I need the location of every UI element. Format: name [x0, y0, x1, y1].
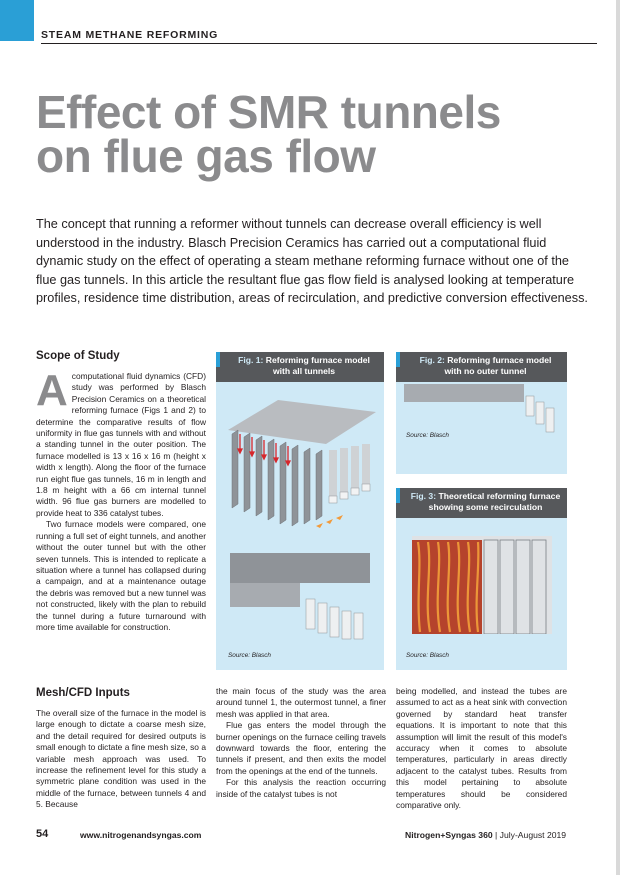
column-3-paragraph-1: being modelled, and instead the tubes are assumed to act as a heat sink with convection governed by standard heat transfer equations. It is important to note that this assumption will limit the result of this model's accuracy when it comes to absolute temperatures, particularly in areas directly adjacent to the catalyst tubes. Results from this model pertaining to absolute temperatures should be considered comparative only. — [396, 686, 567, 811]
footer-magazine: Nitrogen+Syngas 360 — [405, 830, 493, 840]
mesh-heading: Mesh/CFD Inputs — [36, 687, 130, 699]
scope-paragraph-2: Two furnace models were compared, one running a full set of eight tunnels, and another without the outer tunnel but with the other seven tunnels. This is intended to replicate a situation where a tunnel has collapsed during a campaign, and at a maintenance outage the debris was removed but a new tunnel was not constructed, likely with the plan to rebuild the tunnel during a future turnaround with more time available for construction. — [36, 519, 206, 632]
figure-1-tunnel-end-view — [226, 547, 376, 645]
column-2-paragraph-2: Flue gas enters the model through the burner openings on the furnace ceiling travels downward towards the floor, entering the tunnels if present, and then exits the model from the openings at the end of the tunnels. — [216, 720, 386, 776]
footer-issue — [405, 830, 566, 840]
scope-heading: Scope of Study — [36, 350, 120, 362]
figure-2-title-bar — [396, 352, 567, 382]
footer-url[interactable]: www.nitrogenandsyngas.com — [80, 830, 202, 840]
mesh-section — [36, 687, 206, 811]
figure-2-number: Fig. 2: — [419, 355, 445, 365]
section-label: STEAM METHANE REFORMING — [41, 29, 219, 41]
figure-3-title: Theoretical reforming furnace showing some recirculation — [428, 491, 561, 512]
figure-3 — [396, 488, 567, 670]
figure-1-source: Source: Blasch — [228, 652, 271, 659]
figure-3-title-bar — [396, 488, 567, 518]
figure-1-title-bar — [216, 352, 384, 382]
figure-1-number: Fig. 1: — [238, 355, 264, 365]
figure-2-source: Source: Blasch — [406, 432, 449, 439]
mesh-body — [36, 708, 206, 811]
figure-3-recirculation-plot — [412, 536, 552, 634]
figure-2-furnace-illustration — [402, 382, 562, 452]
drop-cap: A — [36, 366, 68, 415]
column-2-paragraph-1: the main focus of the study was the area around tunnel 1, the outermost tunnel, a finer mesh was applied in that area. — [216, 686, 386, 719]
figure-3-source: Source: Blasch — [406, 652, 449, 659]
header-rule — [41, 43, 597, 44]
figure-1 — [216, 352, 384, 670]
mesh-paragraph-1: The overall size of the furnace in the model is large enough to dictate a coarse mesh size, and the detail required for desired outputs is small enough to dictate a fine mesh size, so a variable mesh approach was used. To increase the refinement level for this study a symmetric plane condition was used in the middle of the furnace, between tunnels 4 and 5. Because — [36, 708, 206, 810]
intro-paragraph: The concept that running a reformer without tunnels can decrease overall efficiency is well understood in the industry. Blasch Precision Ceramics has carried out a computational fluid dynamic study on the effect of operating a steam methane reforming furnace without one of the flue gas tunnels. In this article the resultant flue gas flow field is analysed looking at temperature profiles, residence time distribution, areas of recirculation, and predictive conversion effectiveness. — [36, 217, 588, 305]
page-edge-shadow — [616, 0, 620, 875]
figure-2 — [396, 352, 567, 474]
scope-paragraph-1: computational fluid dynamics (CFD) study was performed by Blasch Precision Ceramics on a theoretical reforming furnace (Figs 1 and 2) to determine the comparative results of flow uniformity in flue gas tunnels with and without a standing tunnel in the outer position. The furnace modelled is 13 x 16 x 16 m (height x width x length). Along the floor of the furnace run eight flue gas tunnels, 16 m in length and 1.8 m height with a 66 cm internal tunnel width. 96 flue gas burners are modelled to provide heat to 336 catalyst tubes. — [36, 371, 206, 518]
figure-1-furnace-illustration — [226, 392, 376, 532]
corner-accent-block — [0, 0, 34, 41]
scope-body — [36, 366, 206, 633]
article-title — [36, 86, 596, 182]
page-number: 54 — [36, 828, 49, 840]
figure-3-number: Fig. 3: — [410, 491, 437, 501]
title-line-2: on flue gas flow — [36, 130, 376, 182]
column-3-body — [396, 686, 567, 811]
figure-2-title: Reforming furnace model with no outer tunnel — [444, 355, 552, 376]
scope-section — [36, 350, 206, 633]
title-line-1: Effect of SMR tunnels — [36, 86, 501, 138]
column-2-paragraph-3: For this analysis the reaction occurring inside of the catalyst tubes is not — [216, 777, 386, 799]
footer-date: | July-August 2019 — [492, 830, 567, 840]
figure-1-title: Reforming furnace model with all tunnels — [265, 355, 370, 376]
column-2-body — [216, 686, 386, 800]
